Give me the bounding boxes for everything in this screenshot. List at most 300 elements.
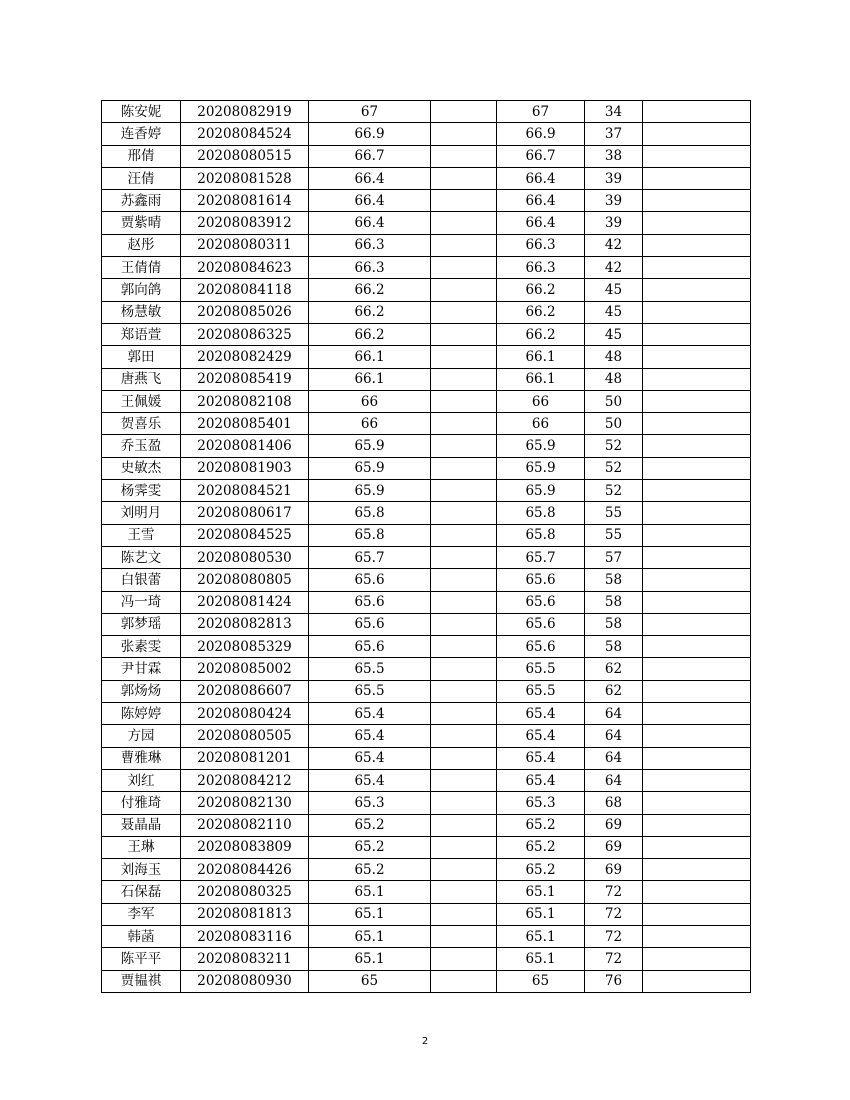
candidate-name-cell: 尹甘霖 xyxy=(102,658,181,680)
rank-cell: 57 xyxy=(585,546,643,568)
extra-score-cell xyxy=(431,346,497,368)
written-score-cell: 65.1 xyxy=(309,881,431,903)
exam-id-cell: 20208085419 xyxy=(181,368,309,390)
rank-cell: 76 xyxy=(585,970,643,992)
written-score-cell: 65 xyxy=(309,970,431,992)
total-score-cell: 65.1 xyxy=(497,903,585,925)
exam-id-cell: 20208080505 xyxy=(181,725,309,747)
table-row xyxy=(102,948,751,970)
total-score-cell: 65.6 xyxy=(497,591,585,613)
extra-score-cell xyxy=(431,970,497,992)
table-row xyxy=(102,636,751,658)
rank-cell: 72 xyxy=(585,925,643,947)
exam-id-cell: 20208081903 xyxy=(181,457,309,479)
table-row xyxy=(102,279,751,301)
rank-cell: 72 xyxy=(585,881,643,903)
table-row xyxy=(102,792,751,814)
candidate-name-cell: 陈婷婷 xyxy=(102,703,181,725)
extra-score-cell xyxy=(431,301,497,323)
total-score-cell: 65.4 xyxy=(497,769,585,791)
table-row xyxy=(102,234,751,256)
total-score-cell: 65.9 xyxy=(497,435,585,457)
rank-cell: 64 xyxy=(585,703,643,725)
extra-score-cell xyxy=(431,925,497,947)
written-score-cell: 65.8 xyxy=(309,502,431,524)
rank-cell: 58 xyxy=(585,569,643,591)
written-score-cell: 66.4 xyxy=(309,190,431,212)
total-score-cell: 66.1 xyxy=(497,346,585,368)
exam-id-cell: 20208082130 xyxy=(181,792,309,814)
extra-score-cell xyxy=(431,145,497,167)
table-row xyxy=(102,680,751,702)
written-score-cell: 65.2 xyxy=(309,814,431,836)
total-score-cell: 65.2 xyxy=(497,836,585,858)
exam-id-cell: 20208083809 xyxy=(181,836,309,858)
written-score-cell: 66.3 xyxy=(309,234,431,256)
extra-score-cell xyxy=(431,480,497,502)
exam-id-cell: 20208081614 xyxy=(181,190,309,212)
written-score-cell: 66.2 xyxy=(309,301,431,323)
exam-id-cell: 20208083211 xyxy=(181,948,309,970)
rank-cell: 50 xyxy=(585,413,643,435)
total-score-cell: 66.2 xyxy=(497,323,585,345)
candidate-name-cell: 付雅琦 xyxy=(102,792,181,814)
exam-id-cell: 20208082110 xyxy=(181,814,309,836)
rank-cell: 69 xyxy=(585,836,643,858)
total-score-cell: 65.1 xyxy=(497,948,585,970)
extra-score-cell xyxy=(431,212,497,234)
rank-cell: 39 xyxy=(585,212,643,234)
rank-cell: 45 xyxy=(585,301,643,323)
table-row xyxy=(102,613,751,635)
written-score-cell: 66.7 xyxy=(309,145,431,167)
candidate-name-cell: 聂晶晶 xyxy=(102,814,181,836)
candidate-name-cell: 连香婷 xyxy=(102,123,181,145)
extra-score-cell xyxy=(431,613,497,635)
remark-cell xyxy=(643,524,751,546)
remark-cell xyxy=(643,480,751,502)
written-score-cell: 65.1 xyxy=(309,925,431,947)
extra-score-cell xyxy=(431,591,497,613)
extra-score-cell xyxy=(431,435,497,457)
table-row xyxy=(102,502,751,524)
rank-cell: 72 xyxy=(585,948,643,970)
rank-cell: 34 xyxy=(585,101,643,123)
table-row xyxy=(102,903,751,925)
exam-id-cell: 20208081201 xyxy=(181,747,309,769)
exam-id-cell: 20208083912 xyxy=(181,212,309,234)
table-row xyxy=(102,881,751,903)
rank-cell: 64 xyxy=(585,769,643,791)
remark-cell xyxy=(643,435,751,457)
exam-id-cell: 20208085026 xyxy=(181,301,309,323)
written-score-cell: 67 xyxy=(309,101,431,123)
extra-score-cell xyxy=(431,881,497,903)
exam-id-cell: 20208082108 xyxy=(181,390,309,412)
exam-id-cell: 20208082429 xyxy=(181,346,309,368)
candidate-name-cell: 郭向鸽 xyxy=(102,279,181,301)
written-score-cell: 66.1 xyxy=(309,368,431,390)
remark-cell xyxy=(643,903,751,925)
exam-id-cell: 20208084521 xyxy=(181,480,309,502)
remark-cell xyxy=(643,457,751,479)
written-score-cell: 65.9 xyxy=(309,457,431,479)
candidate-name-cell: 刘明月 xyxy=(102,502,181,524)
remark-cell xyxy=(643,301,751,323)
candidate-name-cell: 唐燕飞 xyxy=(102,368,181,390)
remark-cell xyxy=(643,836,751,858)
written-score-cell: 65.6 xyxy=(309,636,431,658)
exam-id-cell: 20208084524 xyxy=(181,123,309,145)
table-row xyxy=(102,725,751,747)
total-score-cell: 66 xyxy=(497,390,585,412)
total-score-cell: 65.5 xyxy=(497,680,585,702)
exam-id-cell: 20208080311 xyxy=(181,234,309,256)
remark-cell xyxy=(643,970,751,992)
rank-cell: 68 xyxy=(585,792,643,814)
exam-id-cell: 20208081424 xyxy=(181,591,309,613)
exam-id-cell: 20208085401 xyxy=(181,413,309,435)
extra-score-cell xyxy=(431,948,497,970)
total-score-cell: 66.1 xyxy=(497,368,585,390)
remark-cell xyxy=(643,546,751,568)
total-score-cell: 65.4 xyxy=(497,747,585,769)
total-score-cell: 65.5 xyxy=(497,658,585,680)
exam-id-cell: 20208080617 xyxy=(181,502,309,524)
candidate-name-cell: 王雪 xyxy=(102,524,181,546)
exam-id-cell: 20208080325 xyxy=(181,881,309,903)
remark-cell xyxy=(643,123,751,145)
rank-cell: 55 xyxy=(585,502,643,524)
remark-cell xyxy=(643,881,751,903)
candidate-name-cell: 方园 xyxy=(102,725,181,747)
written-score-cell: 65.6 xyxy=(309,569,431,591)
total-score-cell: 66.3 xyxy=(497,257,585,279)
remark-cell xyxy=(643,769,751,791)
written-score-cell: 66 xyxy=(309,390,431,412)
remark-cell xyxy=(643,502,751,524)
table-row xyxy=(102,346,751,368)
table-row xyxy=(102,569,751,591)
remark-cell xyxy=(643,792,751,814)
rank-cell: 42 xyxy=(585,257,643,279)
exam-id-cell: 20208084623 xyxy=(181,257,309,279)
remark-cell xyxy=(643,703,751,725)
extra-score-cell xyxy=(431,814,497,836)
rank-cell: 37 xyxy=(585,123,643,145)
exam-id-cell: 20208082813 xyxy=(181,613,309,635)
written-score-cell: 66.3 xyxy=(309,257,431,279)
exam-id-cell: 20208080424 xyxy=(181,703,309,725)
remark-cell xyxy=(643,725,751,747)
total-score-cell: 65.6 xyxy=(497,613,585,635)
extra-score-cell xyxy=(431,457,497,479)
total-score-cell: 65.8 xyxy=(497,524,585,546)
extra-score-cell xyxy=(431,190,497,212)
written-score-cell: 65.4 xyxy=(309,725,431,747)
candidate-name-cell: 陈安妮 xyxy=(102,101,181,123)
exam-id-cell: 20208085329 xyxy=(181,636,309,658)
candidate-name-cell: 苏鑫雨 xyxy=(102,190,181,212)
remark-cell xyxy=(643,323,751,345)
total-score-cell: 65 xyxy=(497,970,585,992)
written-score-cell: 66.4 xyxy=(309,167,431,189)
table-row xyxy=(102,658,751,680)
rank-cell: 48 xyxy=(585,346,643,368)
remark-cell xyxy=(643,167,751,189)
total-score-cell: 65.6 xyxy=(497,569,585,591)
exam-id-cell: 20208080930 xyxy=(181,970,309,992)
written-score-cell: 65.2 xyxy=(309,836,431,858)
candidate-name-cell: 贾紫晴 xyxy=(102,212,181,234)
extra-score-cell xyxy=(431,413,497,435)
exam-id-cell: 20208080515 xyxy=(181,145,309,167)
rank-cell: 64 xyxy=(585,747,643,769)
extra-score-cell xyxy=(431,769,497,791)
exam-id-cell: 20208085002 xyxy=(181,658,309,680)
table-row xyxy=(102,591,751,613)
extra-score-cell xyxy=(431,167,497,189)
candidate-name-cell: 刘海玉 xyxy=(102,859,181,881)
candidate-name-cell: 曹雅琳 xyxy=(102,747,181,769)
remark-cell xyxy=(643,390,751,412)
rank-cell: 52 xyxy=(585,435,643,457)
written-score-cell: 65.1 xyxy=(309,948,431,970)
written-score-cell: 65.6 xyxy=(309,613,431,635)
written-score-cell: 65.5 xyxy=(309,658,431,680)
score-table-body xyxy=(102,101,751,993)
total-score-cell: 66.3 xyxy=(497,234,585,256)
rank-cell: 58 xyxy=(585,591,643,613)
total-score-cell: 66.4 xyxy=(497,167,585,189)
candidate-name-cell: 陈艺文 xyxy=(102,546,181,568)
candidate-name-cell: 石保磊 xyxy=(102,881,181,903)
candidate-name-cell: 李军 xyxy=(102,903,181,925)
total-score-cell: 65.1 xyxy=(497,881,585,903)
total-score-cell: 65.2 xyxy=(497,814,585,836)
table-row xyxy=(102,257,751,279)
rank-cell: 48 xyxy=(585,368,643,390)
candidate-name-cell: 邢倩 xyxy=(102,145,181,167)
total-score-cell: 65.8 xyxy=(497,502,585,524)
extra-score-cell xyxy=(431,323,497,345)
extra-score-cell xyxy=(431,792,497,814)
total-score-cell: 65.4 xyxy=(497,703,585,725)
extra-score-cell xyxy=(431,234,497,256)
rank-cell: 62 xyxy=(585,658,643,680)
table-row xyxy=(102,703,751,725)
candidate-name-cell: 杨霁雯 xyxy=(102,480,181,502)
exam-id-cell: 20208084525 xyxy=(181,524,309,546)
total-score-cell: 66 xyxy=(497,413,585,435)
total-score-cell: 66.2 xyxy=(497,279,585,301)
exam-id-cell: 20208084426 xyxy=(181,859,309,881)
extra-score-cell xyxy=(431,390,497,412)
total-score-cell: 65.6 xyxy=(497,636,585,658)
rank-cell: 69 xyxy=(585,859,643,881)
exam-id-cell: 20208086325 xyxy=(181,323,309,345)
extra-score-cell xyxy=(431,502,497,524)
table-row xyxy=(102,457,751,479)
exam-id-cell: 20208084212 xyxy=(181,769,309,791)
candidate-name-cell: 刘红 xyxy=(102,769,181,791)
written-score-cell: 66.1 xyxy=(309,346,431,368)
rank-cell: 42 xyxy=(585,234,643,256)
extra-score-cell xyxy=(431,725,497,747)
total-score-cell: 65.9 xyxy=(497,457,585,479)
written-score-cell: 65.4 xyxy=(309,747,431,769)
rank-cell: 39 xyxy=(585,167,643,189)
table-row xyxy=(102,435,751,457)
table-row xyxy=(102,323,751,345)
candidate-name-cell: 汪倩 xyxy=(102,167,181,189)
table-row xyxy=(102,212,751,234)
rank-cell: 45 xyxy=(585,279,643,301)
remark-cell xyxy=(643,814,751,836)
rank-cell: 45 xyxy=(585,323,643,345)
total-score-cell: 66.4 xyxy=(497,212,585,234)
remark-cell xyxy=(643,591,751,613)
total-score-cell: 65.3 xyxy=(497,792,585,814)
remark-cell xyxy=(643,279,751,301)
remark-cell xyxy=(643,925,751,947)
table-row xyxy=(102,814,751,836)
remark-cell xyxy=(643,859,751,881)
total-score-cell: 66.7 xyxy=(497,145,585,167)
written-score-cell: 66.2 xyxy=(309,323,431,345)
candidate-name-cell: 杨慧敏 xyxy=(102,301,181,323)
exam-id-cell: 20208081528 xyxy=(181,167,309,189)
table-row xyxy=(102,301,751,323)
candidate-name-cell: 王琳 xyxy=(102,836,181,858)
extra-score-cell xyxy=(431,101,497,123)
exam-id-cell: 20208081813 xyxy=(181,903,309,925)
written-score-cell: 65.5 xyxy=(309,680,431,702)
rank-cell: 64 xyxy=(585,725,643,747)
remark-cell xyxy=(643,747,751,769)
remark-cell xyxy=(643,948,751,970)
total-score-cell: 66.9 xyxy=(497,123,585,145)
total-score-cell: 65.1 xyxy=(497,925,585,947)
candidate-name-cell: 郑语萱 xyxy=(102,323,181,345)
remark-cell xyxy=(643,346,751,368)
remark-cell xyxy=(643,101,751,123)
rank-cell: 58 xyxy=(585,636,643,658)
total-score-cell: 67 xyxy=(497,101,585,123)
rank-cell: 55 xyxy=(585,524,643,546)
total-score-cell: 66.4 xyxy=(497,190,585,212)
extra-score-cell xyxy=(431,680,497,702)
remark-cell xyxy=(643,212,751,234)
remark-cell xyxy=(643,658,751,680)
remark-cell xyxy=(643,413,751,435)
extra-score-cell xyxy=(431,257,497,279)
written-score-cell: 65.9 xyxy=(309,480,431,502)
table-row xyxy=(102,859,751,881)
table-row xyxy=(102,836,751,858)
remark-cell xyxy=(643,569,751,591)
extra-score-cell xyxy=(431,859,497,881)
remark-cell xyxy=(643,190,751,212)
table-row xyxy=(102,167,751,189)
extra-score-cell xyxy=(431,747,497,769)
table-row xyxy=(102,970,751,992)
written-score-cell: 66.2 xyxy=(309,279,431,301)
remark-cell xyxy=(643,636,751,658)
remark-cell xyxy=(643,257,751,279)
rank-cell: 50 xyxy=(585,390,643,412)
candidate-name-cell: 贺喜乐 xyxy=(102,413,181,435)
extra-score-cell xyxy=(431,569,497,591)
rank-cell: 72 xyxy=(585,903,643,925)
written-score-cell: 65.4 xyxy=(309,769,431,791)
table-row xyxy=(102,524,751,546)
candidate-name-cell: 乔玉盈 xyxy=(102,435,181,457)
written-score-cell: 65.9 xyxy=(309,435,431,457)
table-row xyxy=(102,925,751,947)
written-score-cell: 65.4 xyxy=(309,703,431,725)
candidate-name-cell: 白银蕾 xyxy=(102,569,181,591)
total-score-cell: 66.2 xyxy=(497,301,585,323)
remark-cell xyxy=(643,234,751,256)
written-score-cell: 65.7 xyxy=(309,546,431,568)
rank-cell: 52 xyxy=(585,480,643,502)
total-score-cell: 65.2 xyxy=(497,859,585,881)
exam-id-cell: 20208080530 xyxy=(181,546,309,568)
written-score-cell: 65.1 xyxy=(309,903,431,925)
table-row xyxy=(102,413,751,435)
candidate-name-cell: 郭炀炀 xyxy=(102,680,181,702)
rank-cell: 69 xyxy=(585,814,643,836)
table-row xyxy=(102,390,751,412)
table-row xyxy=(102,546,751,568)
table-row xyxy=(102,769,751,791)
candidate-name-cell: 史敏杰 xyxy=(102,457,181,479)
candidate-name-cell: 郭田 xyxy=(102,346,181,368)
table-row xyxy=(102,368,751,390)
exam-id-cell: 20208081406 xyxy=(181,435,309,457)
table-row xyxy=(102,190,751,212)
candidate-name-cell: 王倩倩 xyxy=(102,257,181,279)
remark-cell xyxy=(643,680,751,702)
score-table xyxy=(101,100,751,993)
extra-score-cell xyxy=(431,123,497,145)
remark-cell xyxy=(643,368,751,390)
written-score-cell: 66.4 xyxy=(309,212,431,234)
rank-cell: 38 xyxy=(585,145,643,167)
candidate-name-cell: 王佩媛 xyxy=(102,390,181,412)
exam-id-cell: 20208082919 xyxy=(181,101,309,123)
written-score-cell: 65.6 xyxy=(309,591,431,613)
remark-cell xyxy=(643,145,751,167)
extra-score-cell xyxy=(431,368,497,390)
extra-score-cell xyxy=(431,546,497,568)
candidate-name-cell: 韩菡 xyxy=(102,925,181,947)
extra-score-cell xyxy=(431,703,497,725)
rank-cell: 52 xyxy=(585,457,643,479)
total-score-cell: 65.7 xyxy=(497,546,585,568)
extra-score-cell xyxy=(431,636,497,658)
exam-id-cell: 20208080805 xyxy=(181,569,309,591)
extra-score-cell xyxy=(431,836,497,858)
extra-score-cell xyxy=(431,903,497,925)
written-score-cell: 65.2 xyxy=(309,859,431,881)
exam-id-cell: 20208086607 xyxy=(181,680,309,702)
written-score-cell: 66.9 xyxy=(309,123,431,145)
extra-score-cell xyxy=(431,279,497,301)
rank-cell: 62 xyxy=(585,680,643,702)
candidate-name-cell: 冯一琦 xyxy=(102,591,181,613)
